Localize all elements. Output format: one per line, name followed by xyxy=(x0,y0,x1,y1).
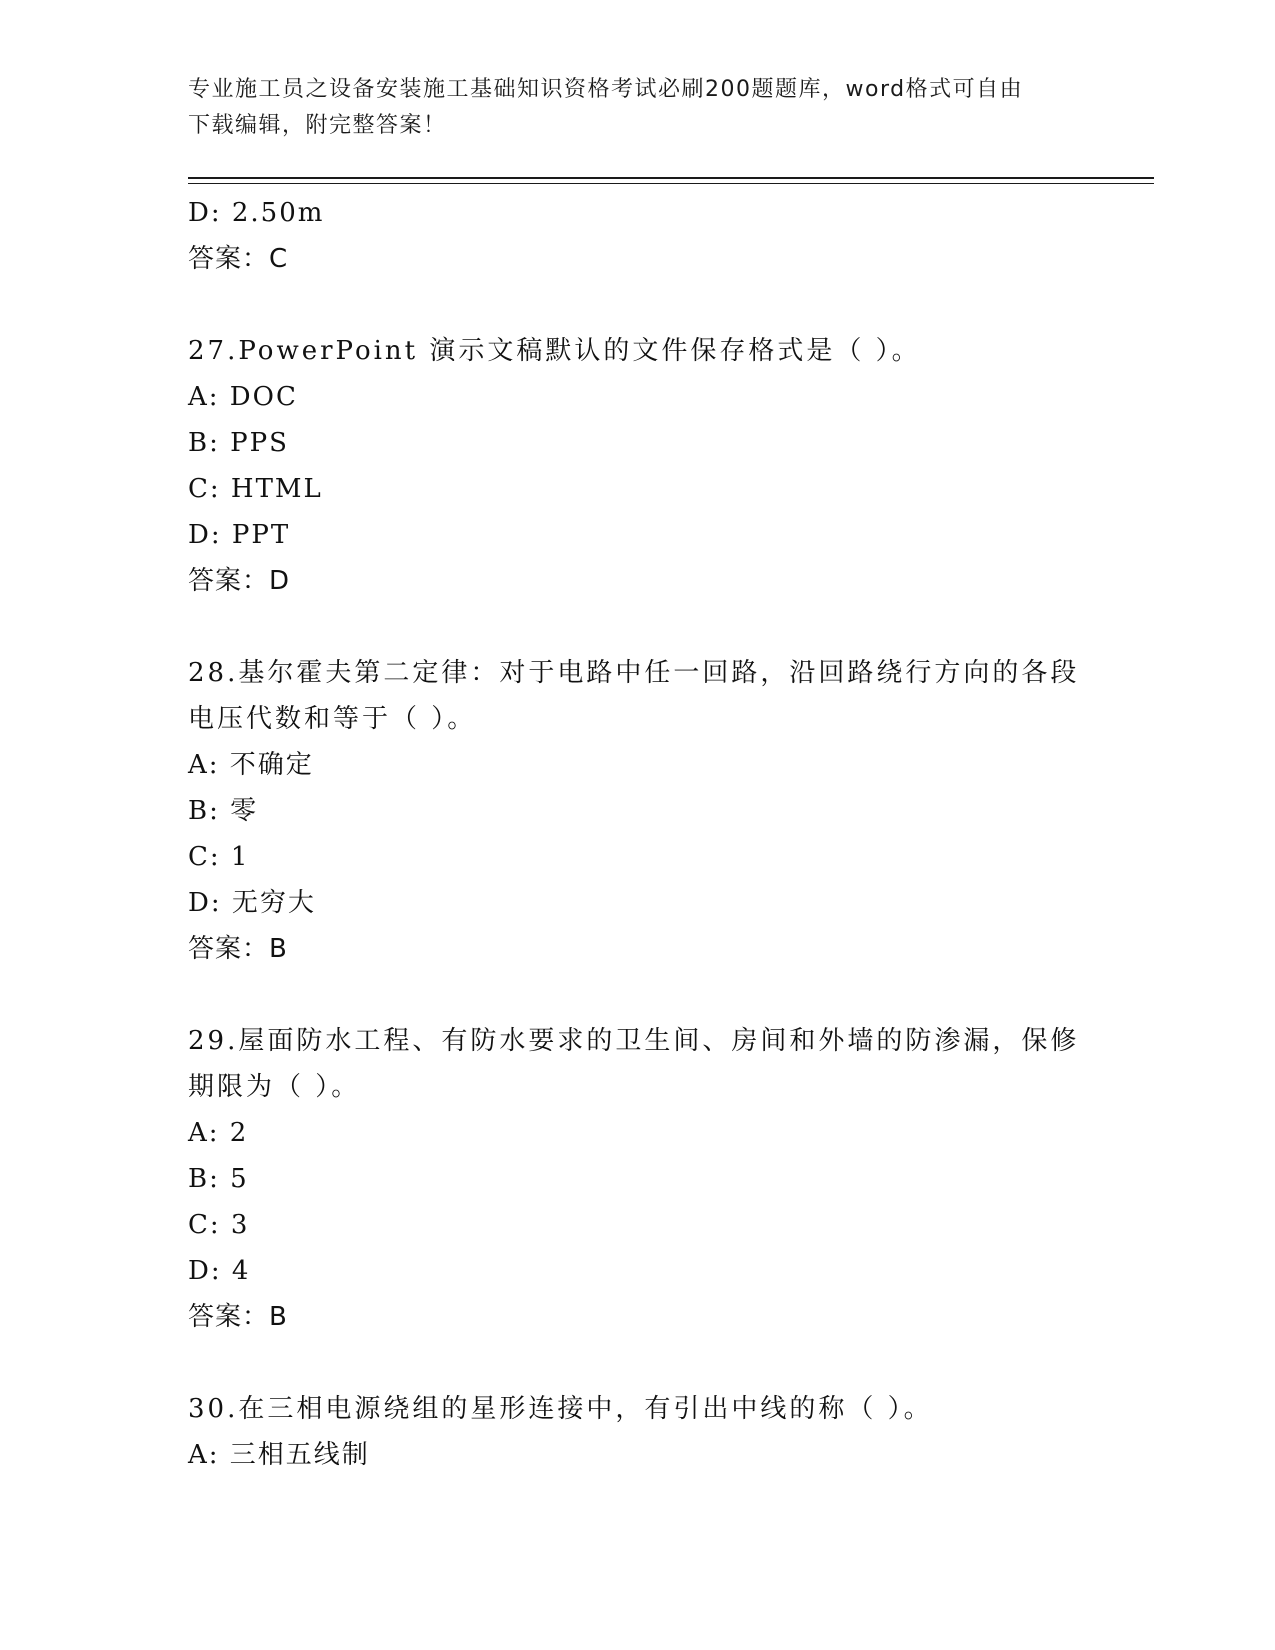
option-d: D: 2.50m xyxy=(188,198,325,228)
option-a: A: 2 xyxy=(188,1118,249,1148)
question-30 xyxy=(188,1386,1088,1478)
option-b: B: PPS xyxy=(188,428,289,458)
option-b: B: 零 xyxy=(188,796,259,826)
header-divider-thin xyxy=(188,183,1154,184)
option-d: D: PPT xyxy=(188,520,291,550)
question-26-tail xyxy=(188,190,1088,282)
question-stem-line-1: 28.基尔霍夫第二定律：对于电路中任一回路，沿回路绕行方向的各段 xyxy=(188,658,1080,688)
answer-label: 答案：C xyxy=(188,244,289,274)
question-27 xyxy=(188,328,1088,604)
question-stem-line-2: 期限为（ ）。 xyxy=(188,1072,361,1102)
question-stem-line-1: 29.屋面防水工程、有防水要求的卫生间、房间和外墙的防渗漏，保修 xyxy=(188,1026,1080,1056)
spacer xyxy=(188,282,1088,328)
question-29 xyxy=(188,1018,1088,1340)
question-list xyxy=(188,190,1088,1478)
spacer xyxy=(188,972,1088,1018)
option-b: B: 5 xyxy=(188,1164,249,1194)
option-c: C: 1 xyxy=(188,842,250,872)
header-divider-thick xyxy=(188,177,1154,179)
header-title-line-1: 专业施工员之设备安装施工基础知识资格考试必刷200题题库，word格式可自由 xyxy=(188,77,1024,102)
spacer xyxy=(188,1340,1088,1386)
option-d: D: 4 xyxy=(188,1256,251,1286)
question-28 xyxy=(188,650,1088,972)
answer-label: 答案：B xyxy=(188,934,288,964)
option-a: A: 不确定 xyxy=(188,750,314,780)
option-a: A: 三相五线制 xyxy=(188,1440,370,1470)
option-c: C: 3 xyxy=(188,1210,250,1240)
answer-label: 答案：B xyxy=(188,1302,288,1332)
header-title-line-2: 下载编辑，附完整答案！ xyxy=(188,113,447,138)
answer-label: 答案：D xyxy=(188,566,291,596)
question-stem: 27.PowerPoint 演示文稿默认的文件保存格式是（ ）。 xyxy=(188,336,921,366)
question-stem-line-2: 电压代数和等于（ ）。 xyxy=(188,704,477,734)
option-a: A: DOC xyxy=(188,382,298,412)
option-d: D: 无穷大 xyxy=(188,888,316,918)
document-header xyxy=(188,72,1068,144)
question-stem: 30.在三相电源绕组的星形连接中，有引出中线的称（ ）。 xyxy=(188,1394,933,1424)
spacer xyxy=(188,604,1088,650)
option-c: C: HTML xyxy=(188,474,323,504)
